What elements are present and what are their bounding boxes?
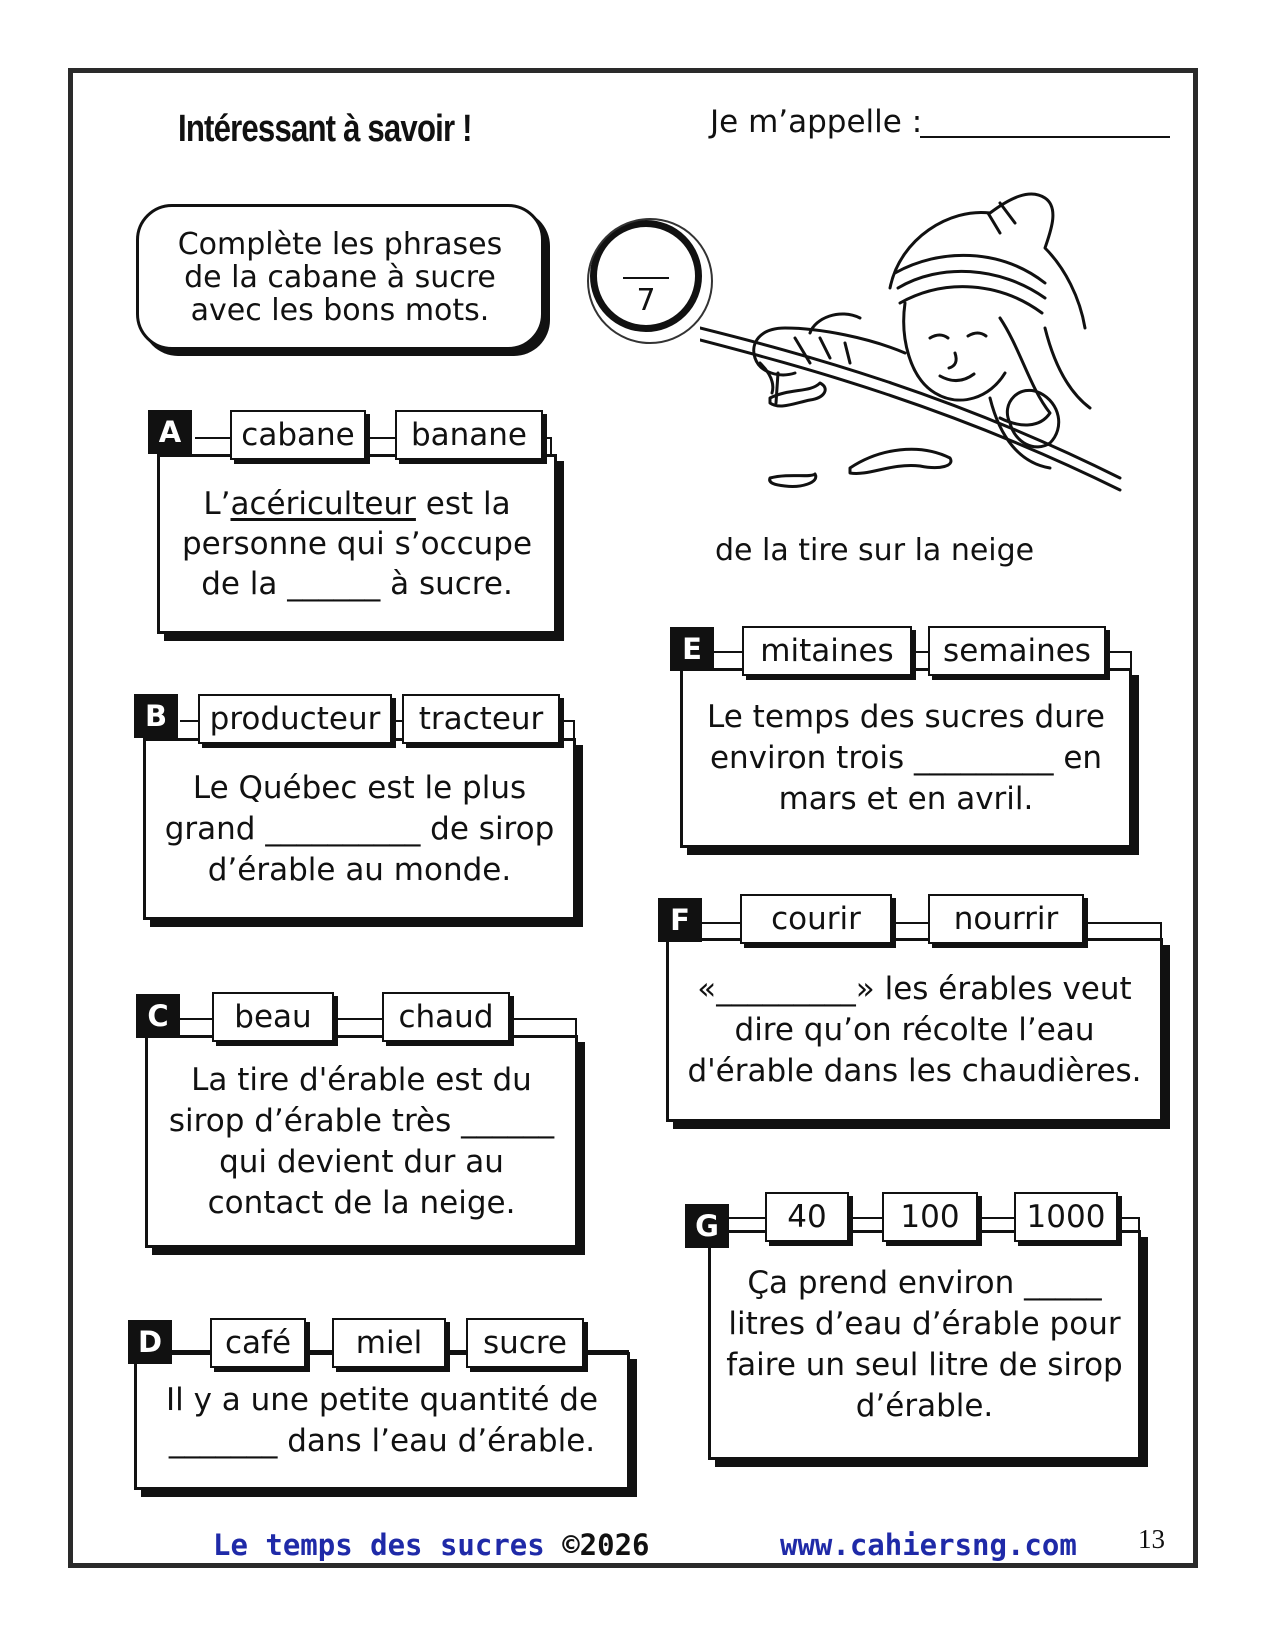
option-1000[interactable]: 1000 <box>1014 1192 1118 1242</box>
card-b-letter: B <box>134 694 178 738</box>
card-e-text: Le temps des sucres dure environ trois _________ en mars et en avril. <box>680 668 1132 848</box>
option-cafe[interactable]: café <box>210 1318 306 1368</box>
illustration-caption: de la tire sur la neige <box>715 533 1035 568</box>
score-circle[interactable] <box>590 220 702 332</box>
card-c-letter: C <box>136 994 180 1038</box>
page-number: 13 <box>1138 1524 1165 1554</box>
option-mitaines[interactable]: mitaines <box>742 626 912 676</box>
card-c-text: La tire d'érable est du sirop d’érable très ______ qui devient dur au contact de la neige. <box>145 1035 578 1248</box>
name-input-line[interactable] <box>920 136 1170 138</box>
card-g-letter: G <box>685 1204 729 1248</box>
name-label: Je m’appelle : <box>710 104 923 140</box>
option-tracteur[interactable]: tracteur <box>402 694 560 744</box>
option-100[interactable]: 100 <box>882 1192 978 1242</box>
card-a-text: L’acériculteur est la personne qui s’occupe de la ______ à sucre. <box>157 454 557 634</box>
card-d-text: Il y a une petite quantité de _______ dans l’eau d’érable. <box>134 1352 630 1490</box>
page-title: Intéressant à savoir ! <box>178 108 472 150</box>
card-f-letter: F <box>658 898 702 942</box>
card-a-letter: A <box>148 410 192 454</box>
option-beau[interactable]: beau <box>212 992 334 1042</box>
card-b-text: Le Québec est le plus grand __________ de sirop d’érable au monde. <box>143 738 576 920</box>
card-d-letter: D <box>128 1320 172 1364</box>
option-producteur[interactable]: producteur <box>198 694 392 744</box>
option-semaines[interactable]: semaines <box>928 626 1106 676</box>
option-40[interactable]: 40 <box>765 1192 849 1242</box>
instructions-box: Complète les phrases de la cabane à sucre avec les bons mots. <box>136 204 544 350</box>
option-banane[interactable]: banane <box>395 410 543 460</box>
score-denominator: 7 <box>636 283 656 318</box>
option-cabane[interactable]: cabane <box>230 410 366 460</box>
card-e-letter: E <box>670 627 714 671</box>
footer-copyright: ©2026 <box>562 1528 650 1562</box>
child-taffy-illustration <box>700 178 1180 523</box>
underlined-word: acériculteur <box>230 486 416 522</box>
option-courir[interactable]: courir <box>740 894 892 944</box>
score-blank-line <box>623 277 669 279</box>
footer-title: Le temps des sucres ©2026 <box>213 1528 650 1562</box>
option-nourrir[interactable]: nourrir <box>928 894 1084 944</box>
card-g-text: Ça prend environ _____ litres d’eau d’érable pour faire un seul litre de sirop d’érable. <box>708 1230 1141 1460</box>
option-miel[interactable]: miel <box>332 1318 446 1368</box>
footer-website-link[interactable]: www.cahiersng.com <box>780 1528 1077 1562</box>
option-chaud[interactable]: chaud <box>382 992 510 1042</box>
option-sucre[interactable]: sucre <box>466 1318 584 1368</box>
card-f-text: «_________» les érables veut dire qu’on récolte l’eau d'érable dans les chaudières. <box>666 938 1163 1122</box>
